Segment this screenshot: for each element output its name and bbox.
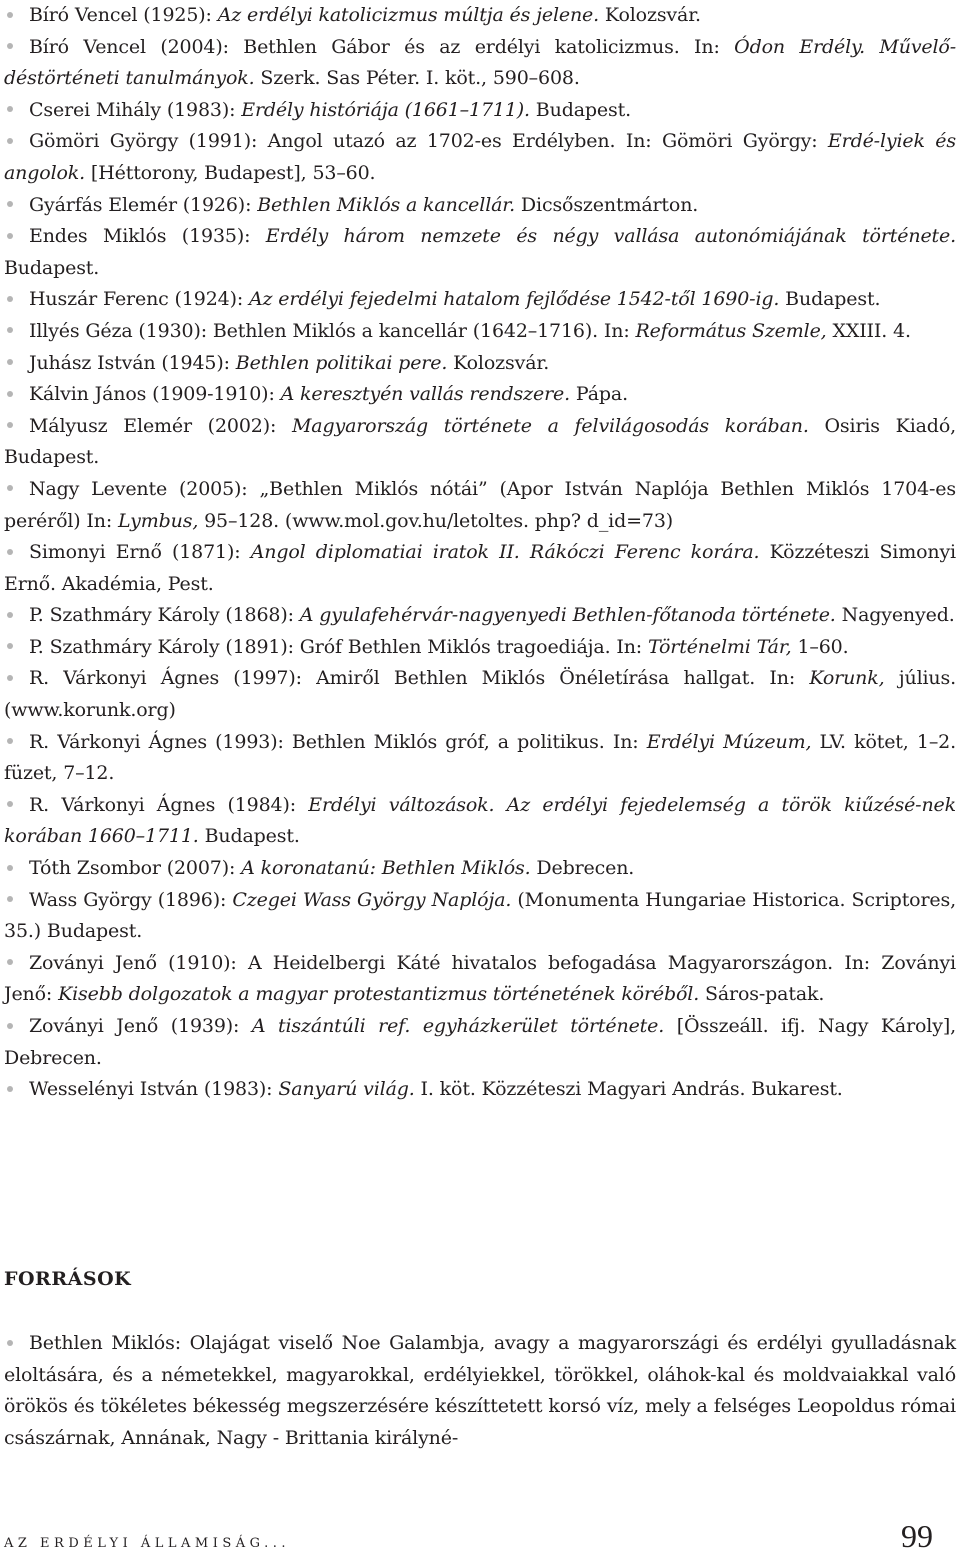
bullet-icon (7, 327, 13, 333)
reference-entry (4, 379, 956, 411)
reference-text: Budapest. (779, 288, 881, 311)
reference-text: Nagy Levente (2005): „Bethlen Miklós nótái” (Apor István Naplója Bethlen Miklós 1704-es peréről) In: (4, 477, 956, 532)
reference-entry (4, 95, 956, 127)
reference-title: Angol diplomatiai iratok II. Rákóczi Ferenc korára. (250, 541, 760, 564)
reference-entry (4, 632, 956, 664)
bullet-icon (7, 1340, 13, 1346)
reference-title: Bethlen Miklós a kancellár. (257, 193, 516, 216)
reference-title: Az erdélyi fejedelmi hatalom fejlődése 1542-től 1690-ig. (248, 288, 780, 311)
reference-entry (4, 1011, 956, 1074)
bullet-icon (7, 1023, 13, 1029)
reference-entry (4, 411, 956, 474)
reference-entry (4, 284, 956, 316)
reference-text: (Monumenta Hungariae Historica. Scriptores, 35.) Budapest. (4, 888, 956, 943)
reference-text: Wesselényi István (1983): (29, 1078, 279, 1101)
source-entry (4, 1328, 956, 1454)
reference-entry (4, 790, 956, 853)
bullet-icon (7, 296, 13, 302)
reference-entry (4, 348, 956, 380)
reference-entry (4, 1074, 956, 1106)
running-title: AZ ERDÉLYI ÁLLAMISÁG... (4, 1536, 290, 1551)
reference-entry (4, 221, 956, 284)
reference-text: Huszár Ferenc (1924): (29, 288, 249, 311)
reference-text: Wass György (1896): (29, 888, 233, 911)
reference-list (4, 0, 956, 1106)
reference-text: [Héttorony, Budapest], 53–60. (85, 161, 376, 184)
reference-text: R. Várkonyi Ágnes (1997): Amiről Bethlen Miklós Önéletírása hallgat. In: (29, 667, 810, 690)
reference-text: Bethlen Miklós: Olajágat viselő Noe Galambja, avagy a magyarországi és erdélyi gyulladásnak eloltására, és a németekkel, magyarokkal, erdélyiekkel, törökkel, oláhok-kal és moldvaiakkal való örökös és tökéletes békesség megszerzésére készíttetett korsó víz, mely a felséges Leopoldus római császárnak, Annának, Nagy - Brittania királyné- (4, 1332, 956, 1449)
bullet-icon (7, 138, 13, 144)
bullet-icon (7, 738, 13, 744)
reference-title: Kisebb dolgozatok a magyar protestantizmus történetének köréből. (58, 983, 700, 1006)
reference-title: Magyarország története a felvilágosodás korában. (291, 414, 809, 437)
reference-title: Czegei Wass György Naplója. (232, 888, 512, 911)
reference-title: Az erdélyi katolicizmus múltja és jelene. (217, 4, 600, 26)
reference-text: Szerk. Sas Péter. I. köt., 590–608. (254, 67, 580, 90)
reference-text: Endes Miklós (1935): (29, 225, 266, 248)
reference-title: Erdélyi változások. Az erdélyi fejedelemség a török kiűzésé-nek korában 1660–1711. (4, 793, 956, 848)
reference-text: LV. kötet, 1–2. füzet, 7–12. (4, 730, 956, 785)
sources-list (4, 1328, 956, 1454)
reference-text: Pápa. (570, 383, 628, 406)
reference-entry (4, 948, 956, 1011)
reference-title: Erdélyi Múzeum, (646, 730, 812, 753)
reference-title: A gyulafehérvár-nagyenyedi Bethlen-főtanoda története. (299, 604, 836, 627)
reference-entry (4, 316, 956, 348)
reference-text: Gömöri György (1991): Angol utazó az 1702-es Erdélyben. In: Gömöri György: (29, 130, 828, 153)
reference-entry (4, 727, 956, 790)
reference-title: Erdé-lyiek és angolok. (4, 130, 956, 184)
bullet-icon (7, 106, 13, 112)
reference-text: R. Várkonyi Ágnes (1993): Bethlen Miklós gróf, a politikus. In: (29, 730, 647, 753)
bullet-icon (7, 12, 13, 18)
reference-text: P. Szathmáry Károly (1891): Gróf Bethlen Miklós tragoediája. In: (29, 635, 648, 658)
section-heading-sources: FORRÁSOK (4, 1268, 132, 1290)
reference-entry (4, 474, 956, 537)
reference-text: Közzéteszi Simonyi Ernő. Akadémia, Pest. (4, 541, 956, 595)
bullet-icon (7, 643, 13, 649)
reference-entry (4, 885, 956, 948)
reference-text: Budapest. (4, 256, 100, 279)
reference-title: Erdély históriája (1661–1711). (241, 98, 530, 121)
bullet-icon (7, 801, 13, 807)
bullet-icon (7, 233, 13, 239)
reference-text: I. köt. Közzéteszi Magyari András. Bukarest. (414, 1078, 843, 1101)
bullet-icon (7, 201, 13, 207)
reference-entry (4, 537, 956, 600)
reference-text: Debrecen. (530, 857, 635, 880)
reference-entry (4, 600, 956, 632)
bullet-icon (7, 1086, 13, 1092)
reference-entry (4, 0, 956, 32)
bullet-icon (7, 612, 13, 618)
reference-text: Cserei Mihály (1983): (29, 98, 242, 121)
reference-text: Budapest. (198, 825, 300, 848)
reference-text: Kolozsvár. (447, 351, 550, 374)
reference-title: A koronatanú: Bethlen Miklós. (241, 857, 531, 880)
reference-text: Juhász István (1945): (29, 351, 236, 374)
reference-text: [Összeáll. ifj. Nagy Károly], Debrecen. (4, 1015, 956, 1069)
bullet-icon (7, 43, 13, 49)
reference-text: Tóth Zsombor (2007): (29, 857, 242, 880)
reference-title: A keresztyén vallás rendszere. (280, 383, 571, 406)
reference-text: Osiris Kiadó, Budapest. (4, 414, 956, 469)
reference-text: Kolozsvár. (599, 4, 701, 26)
reference-text: Bíró Vencel (2004): Bethlen Gábor és az erdélyi katolicizmus. In: (29, 35, 735, 58)
bullet-icon (7, 485, 13, 491)
reference-text: Bíró Vencel (1925): (29, 4, 218, 26)
reference-text: 1–60. (791, 635, 849, 658)
reference-text: Zoványi Jenő (1910): A Heidelbergi Káté hivatalos befogadása Magyarországon. In: Zoványi Jenő: (4, 951, 956, 1006)
reference-text: R. Várkonyi Ágnes (1984): (29, 793, 309, 816)
reference-entry (4, 853, 956, 885)
bullet-icon (7, 359, 13, 365)
reference-title: Bethlen politikai pere. (235, 351, 448, 374)
reference-text: Zoványi Jenő (1939): (29, 1015, 252, 1037)
reference-text: Mályusz Elemér (2002): (29, 414, 292, 437)
reference-text: Gyárfás Elemér (1926): (29, 193, 258, 216)
reference-text: Budapest. (529, 98, 631, 121)
reference-text: Kálvin János (1909-1910): (29, 383, 281, 406)
reference-entry (4, 190, 956, 222)
bullet-icon (7, 896, 13, 902)
reference-title: Korunk, (809, 667, 885, 690)
bullet-icon (7, 959, 13, 965)
reference-text: Simonyi Ernő (1871): (29, 541, 251, 564)
reference-title: A tiszántúli ref. egyházkerület története. (251, 1015, 665, 1037)
reference-text: XXIII. 4. (826, 319, 911, 342)
reference-entry (4, 663, 956, 726)
reference-entry (4, 126, 956, 189)
bullet-icon (7, 865, 13, 871)
reference-text: Nagyenyed. (835, 604, 955, 627)
reference-title: Erdély három nemzete és négy vallása autonómiájának története. (265, 225, 957, 248)
bullet-icon (7, 391, 13, 397)
reference-title: Lymbus, (118, 509, 199, 532)
bullet-icon (7, 549, 13, 555)
reference-title: Sanyarú világ. (278, 1078, 415, 1101)
reference-title: Történelmi Tár, (647, 635, 792, 658)
reference-text: 95–128. (www.mol.gov.hu/letoltes. php? d_id=73) (198, 509, 674, 532)
reference-entry (4, 32, 956, 95)
bullet-icon (7, 422, 13, 428)
bibliography-page (4, 0, 956, 1106)
bullet-icon (7, 675, 13, 681)
reference-text: július. (www.korunk.org) (4, 667, 956, 722)
reference-text: P. Szathmáry Károly (1868): (29, 604, 300, 627)
reference-title: Ódon Erdély. Művelő-déstörténeti tanulmányok. (4, 35, 956, 90)
page-number: 99 (901, 1518, 933, 1554)
reference-text: Dicsőszentmárton. (515, 193, 699, 216)
reference-text: Illyés Géza (1930): Bethlen Miklós a kancellár (1642–1716). In: (29, 319, 636, 342)
reference-title: Református Szemle, (635, 319, 827, 342)
reference-text: Sáros-patak. (699, 983, 825, 1006)
